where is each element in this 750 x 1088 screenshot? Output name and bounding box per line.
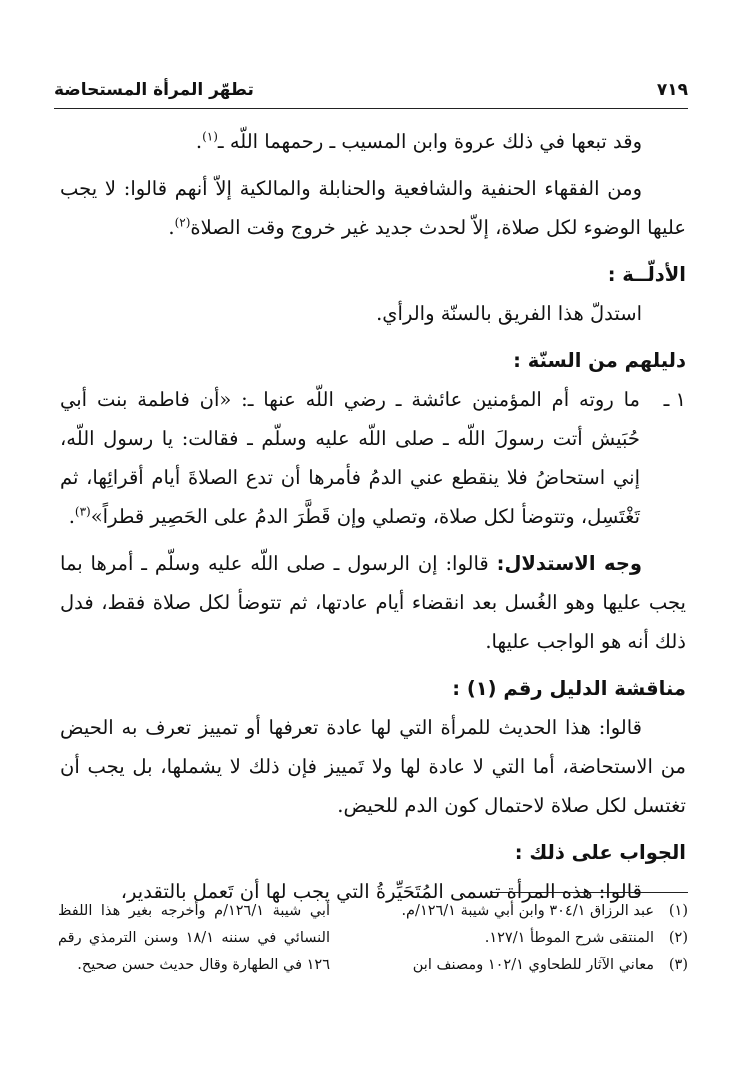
section-heading: الأدلّــة : <box>607 263 686 286</box>
paragraph-end: . <box>195 130 203 153</box>
paragraph-text: قالوا: إن الرسول ـ صلى اللّه عليه وسلّم ـ أمرها بما يجب عليها وهو الغُسل بعد انقضاء أيام عادتها، ثم تتوضأ لكل صلاة فقط، فدل ذلك أنه هو الواجب عليها. <box>60 552 686 653</box>
footnotes-right-column <box>388 898 688 979</box>
item-text-block <box>60 380 640 536</box>
item-text: ما روته أم المؤمنين عائشة ـ رضي اللّه عنها ـ: «أن فاطمة بنت أبي حُبَيش أتت رسولَ اللّه ـ صلى اللّه عليه وسلّم ـ فقالت: يا رسول اللّه، إني استحاضُ فلا ينقطع عني الدمُ فأمرها أن تدع الصلاةَ أيام أقرائِها، ثم تَغْتَسِل، وتتوضأ لكل صلاة، وتصلي وإن قَطَّرَ الدمُ على الحَصِير قطراً» <box>60 388 640 528</box>
section-heading: مناقشة الدليل رقم (١) : <box>452 677 686 700</box>
paragraph-end: . <box>168 216 175 239</box>
page-number: ٧١٩ <box>656 80 688 100</box>
footnote-ref: (١) <box>202 129 218 144</box>
section-heading: الجواب على ذلك : <box>514 841 686 864</box>
item-number: ١ ـ <box>663 388 686 411</box>
running-header <box>54 78 688 109</box>
footnotes-left-column <box>58 898 330 979</box>
footnote-ref: (٢) <box>174 215 191 230</box>
paragraph-text: وقد تبعها في ذلك عروة وابن المسيب ـ رحمهما اللّه ـ <box>217 130 642 153</box>
footnote <box>388 952 688 979</box>
main-text <box>60 122 686 911</box>
footnote-ref: (٣) <box>74 504 91 519</box>
paragraph <box>60 544 686 661</box>
paragraph <box>60 169 686 247</box>
paragraph <box>60 122 686 161</box>
footnote-text: عبد الرزاق ٣٠٤/١ وابن أبي شيبة ١٢٦/١/م. <box>401 903 654 919</box>
item-end: . <box>68 505 75 528</box>
paragraph: قالوا: هذه المرأة تسمى المُتَحَيِّرةُ التي يجب لها أن تَعمل بالتقدير، <box>120 880 642 903</box>
chapter-title: تطهّر المرأة المستحاضة <box>54 80 254 100</box>
numbered-item <box>60 380 686 536</box>
footnote-text: المنتقى شرح الموطأ ١٢٧/١. <box>484 930 654 946</box>
footnote-continuation: أبي شيبة ١٢٦/١/م وأخرجه بغير هذا اللفظ النسائي في سننه ١٨/١ وسنن الترمذي رقم ١٢٦ في الطهارة وقال حديث حسن صحيح. <box>58 903 331 973</box>
footnote <box>388 898 688 925</box>
lead-in: وجه الاستدلال: <box>496 552 642 575</box>
footnote-number: (٣) <box>668 957 688 973</box>
paragraph-text: ومن الفقهاء الحنفية والشافعية والحنابلة والمالكية إلاّ أنهم قالوا: لا يجب عليها الوضوء لكل صلاة، إلاّ لحدث جديد غير خروج وقت الصلاة <box>60 177 686 239</box>
footnote-number: (٢) <box>668 930 688 946</box>
footnote <box>388 925 688 952</box>
footnote-divider <box>490 892 688 893</box>
footnote-text: معاني الآثار للطحاوي ١٠٢/١ ومصنف ابن <box>412 957 654 973</box>
paragraph: قالوا: هذا الحديث للمرأة التي لها عادة تعرفها أو تمييز تعرف به الحيض من الاستحاضة، أما التي لا عادة لها ولا تَمييز فإن ذلك لا يشملها، بل يجب أن تغتسل لكل صلاة لاحتمال كون الدم للحيض. <box>60 716 686 817</box>
paragraph: استدلّ هذا الفريق بالسنّة والرأي. <box>376 302 642 325</box>
footnote-number: (١) <box>668 903 688 919</box>
section-heading: دليلهم من السنّة : <box>513 349 686 372</box>
